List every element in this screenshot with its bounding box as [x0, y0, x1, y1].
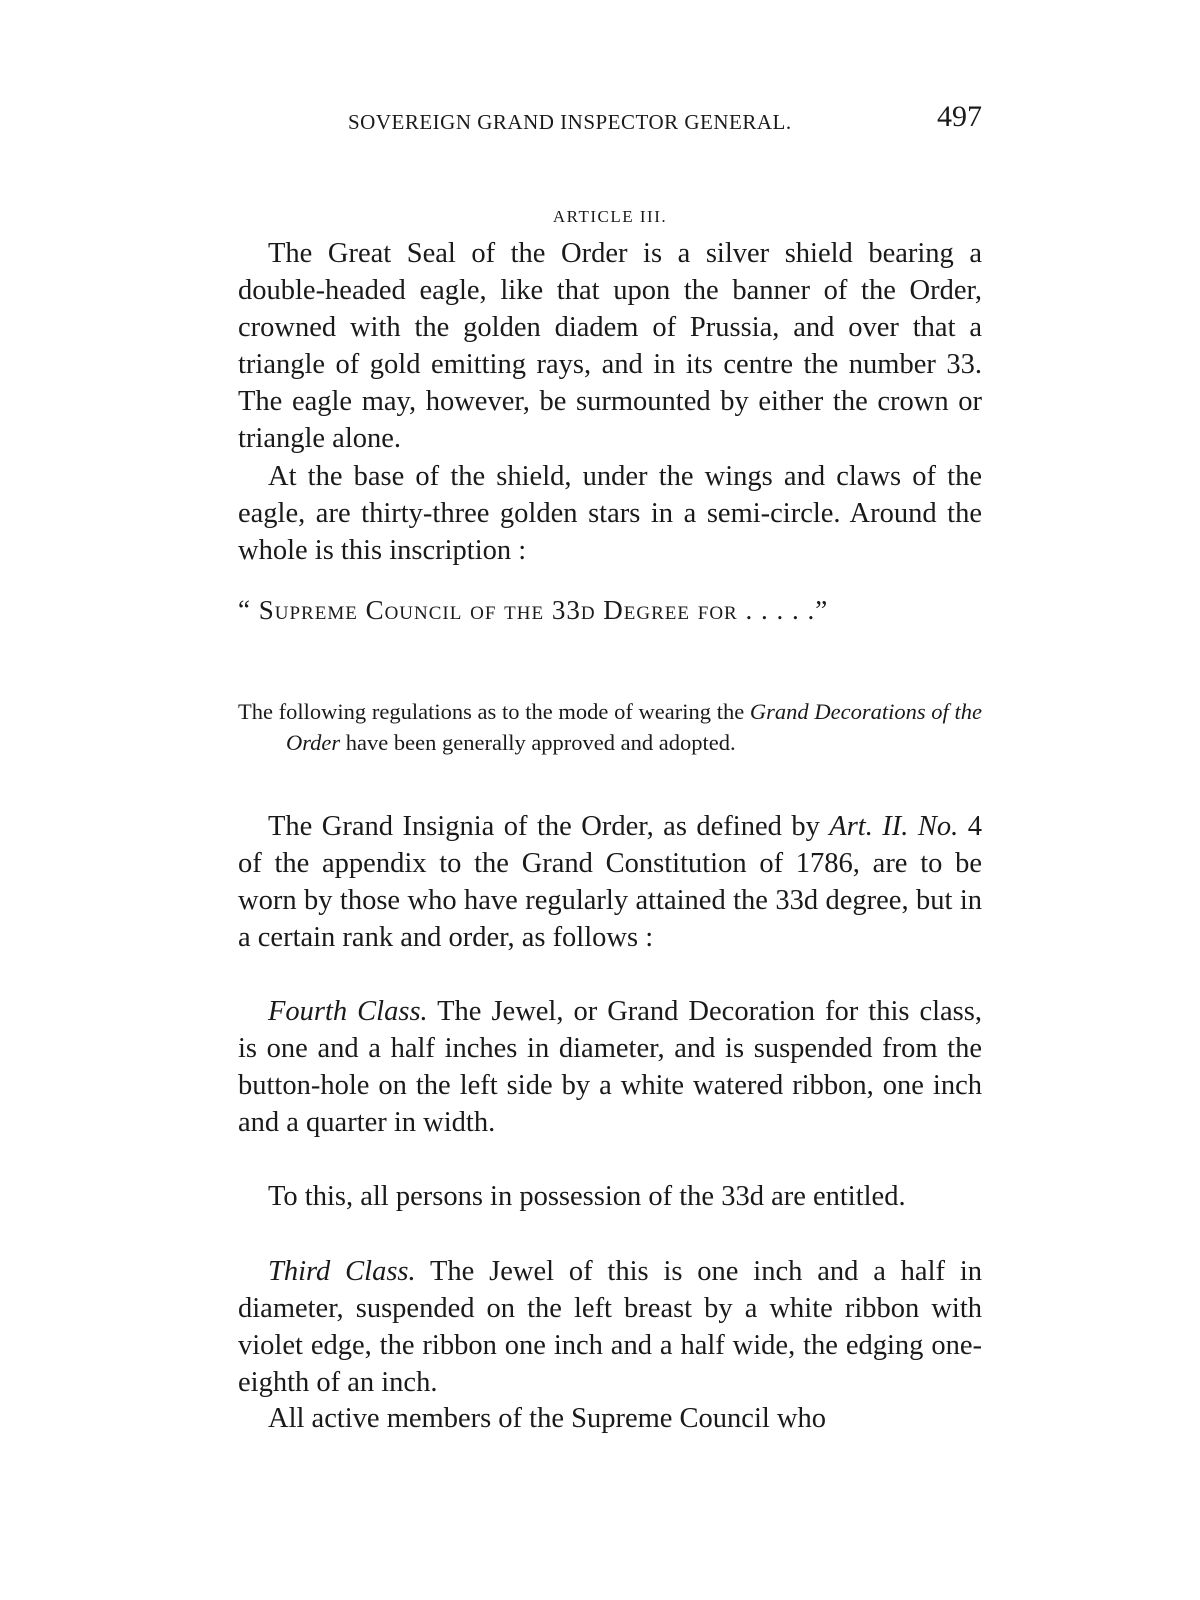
article-heading: ARTICLE III.: [552, 207, 668, 226]
third-class-label: Third Class.: [268, 1256, 416, 1287]
running-title: SOVEREIGN GRAND INSPECTOR GENERAL.: [348, 110, 792, 134]
paragraph-entitled: To this, all persons in possession of the 33d are entitled.: [268, 1181, 906, 1212]
paragraph-great-seal: The Great Seal of the Order is a silver shield bearing a double-headed eagle, like that upon the banner of the Order, crowned with the golden diadem of Prussia, and over that a triangle of gold emitting rays, and in its centre the number 33. The eagle may, however, be surmounted by either the crown or triangle alone.: [238, 238, 982, 454]
note-text-italic: Grand Decorations of the Order: [286, 699, 982, 755]
insignia-text-italic: Art. II. No.: [829, 811, 959, 842]
running-head: [238, 100, 982, 140]
paragraph-shield-base: At the base of the shield, under the wings and claws of the eagle, are thirty-three golden stars in a semi-circle. Around the whole is this inscription :: [238, 461, 982, 566]
fourth-class-text: The Jewel, or Grand Decoration for this class, is one and a half inches in diameter, and is suspended from the button-hole on the left side by a white watered ribbon, one inch and a quarter in width.: [238, 996, 982, 1138]
page-number: 497: [937, 100, 982, 133]
third-class-text: The Jewel of this is one inch and a half in diameter, suspended on the left breast by a white ribbon with violet edge, the ribbon one inch and a half wide, the edging one-eighth of an inch.: [238, 1256, 982, 1398]
insignia-text-start: The Grand Insignia of the Order, as defined by: [268, 811, 830, 842]
paragraph-fourth-class: [238, 993, 982, 1141]
seal-inscription: “ Supreme Council of the 33d Degree for . . . . .”: [238, 595, 829, 625]
paragraph-active-members: All active members of the Supreme Council who: [268, 1403, 826, 1434]
paragraph-grand-insignia: [238, 808, 982, 956]
regulations-note: [238, 696, 982, 758]
insignia-text-end: 4 of the appendix to the Grand Constitution of 1786, are to be worn by those who have regularly attained the 33d degree, but in a certain rank and order, as follows :: [238, 811, 983, 953]
note-text-end: have been generally approved and adopted.: [340, 730, 736, 755]
paragraph-third-class: [238, 1253, 982, 1401]
note-text-start: The following regulations as to the mode of wearing the: [238, 699, 750, 724]
fourth-class-label: Fourth Class.: [268, 996, 428, 1027]
